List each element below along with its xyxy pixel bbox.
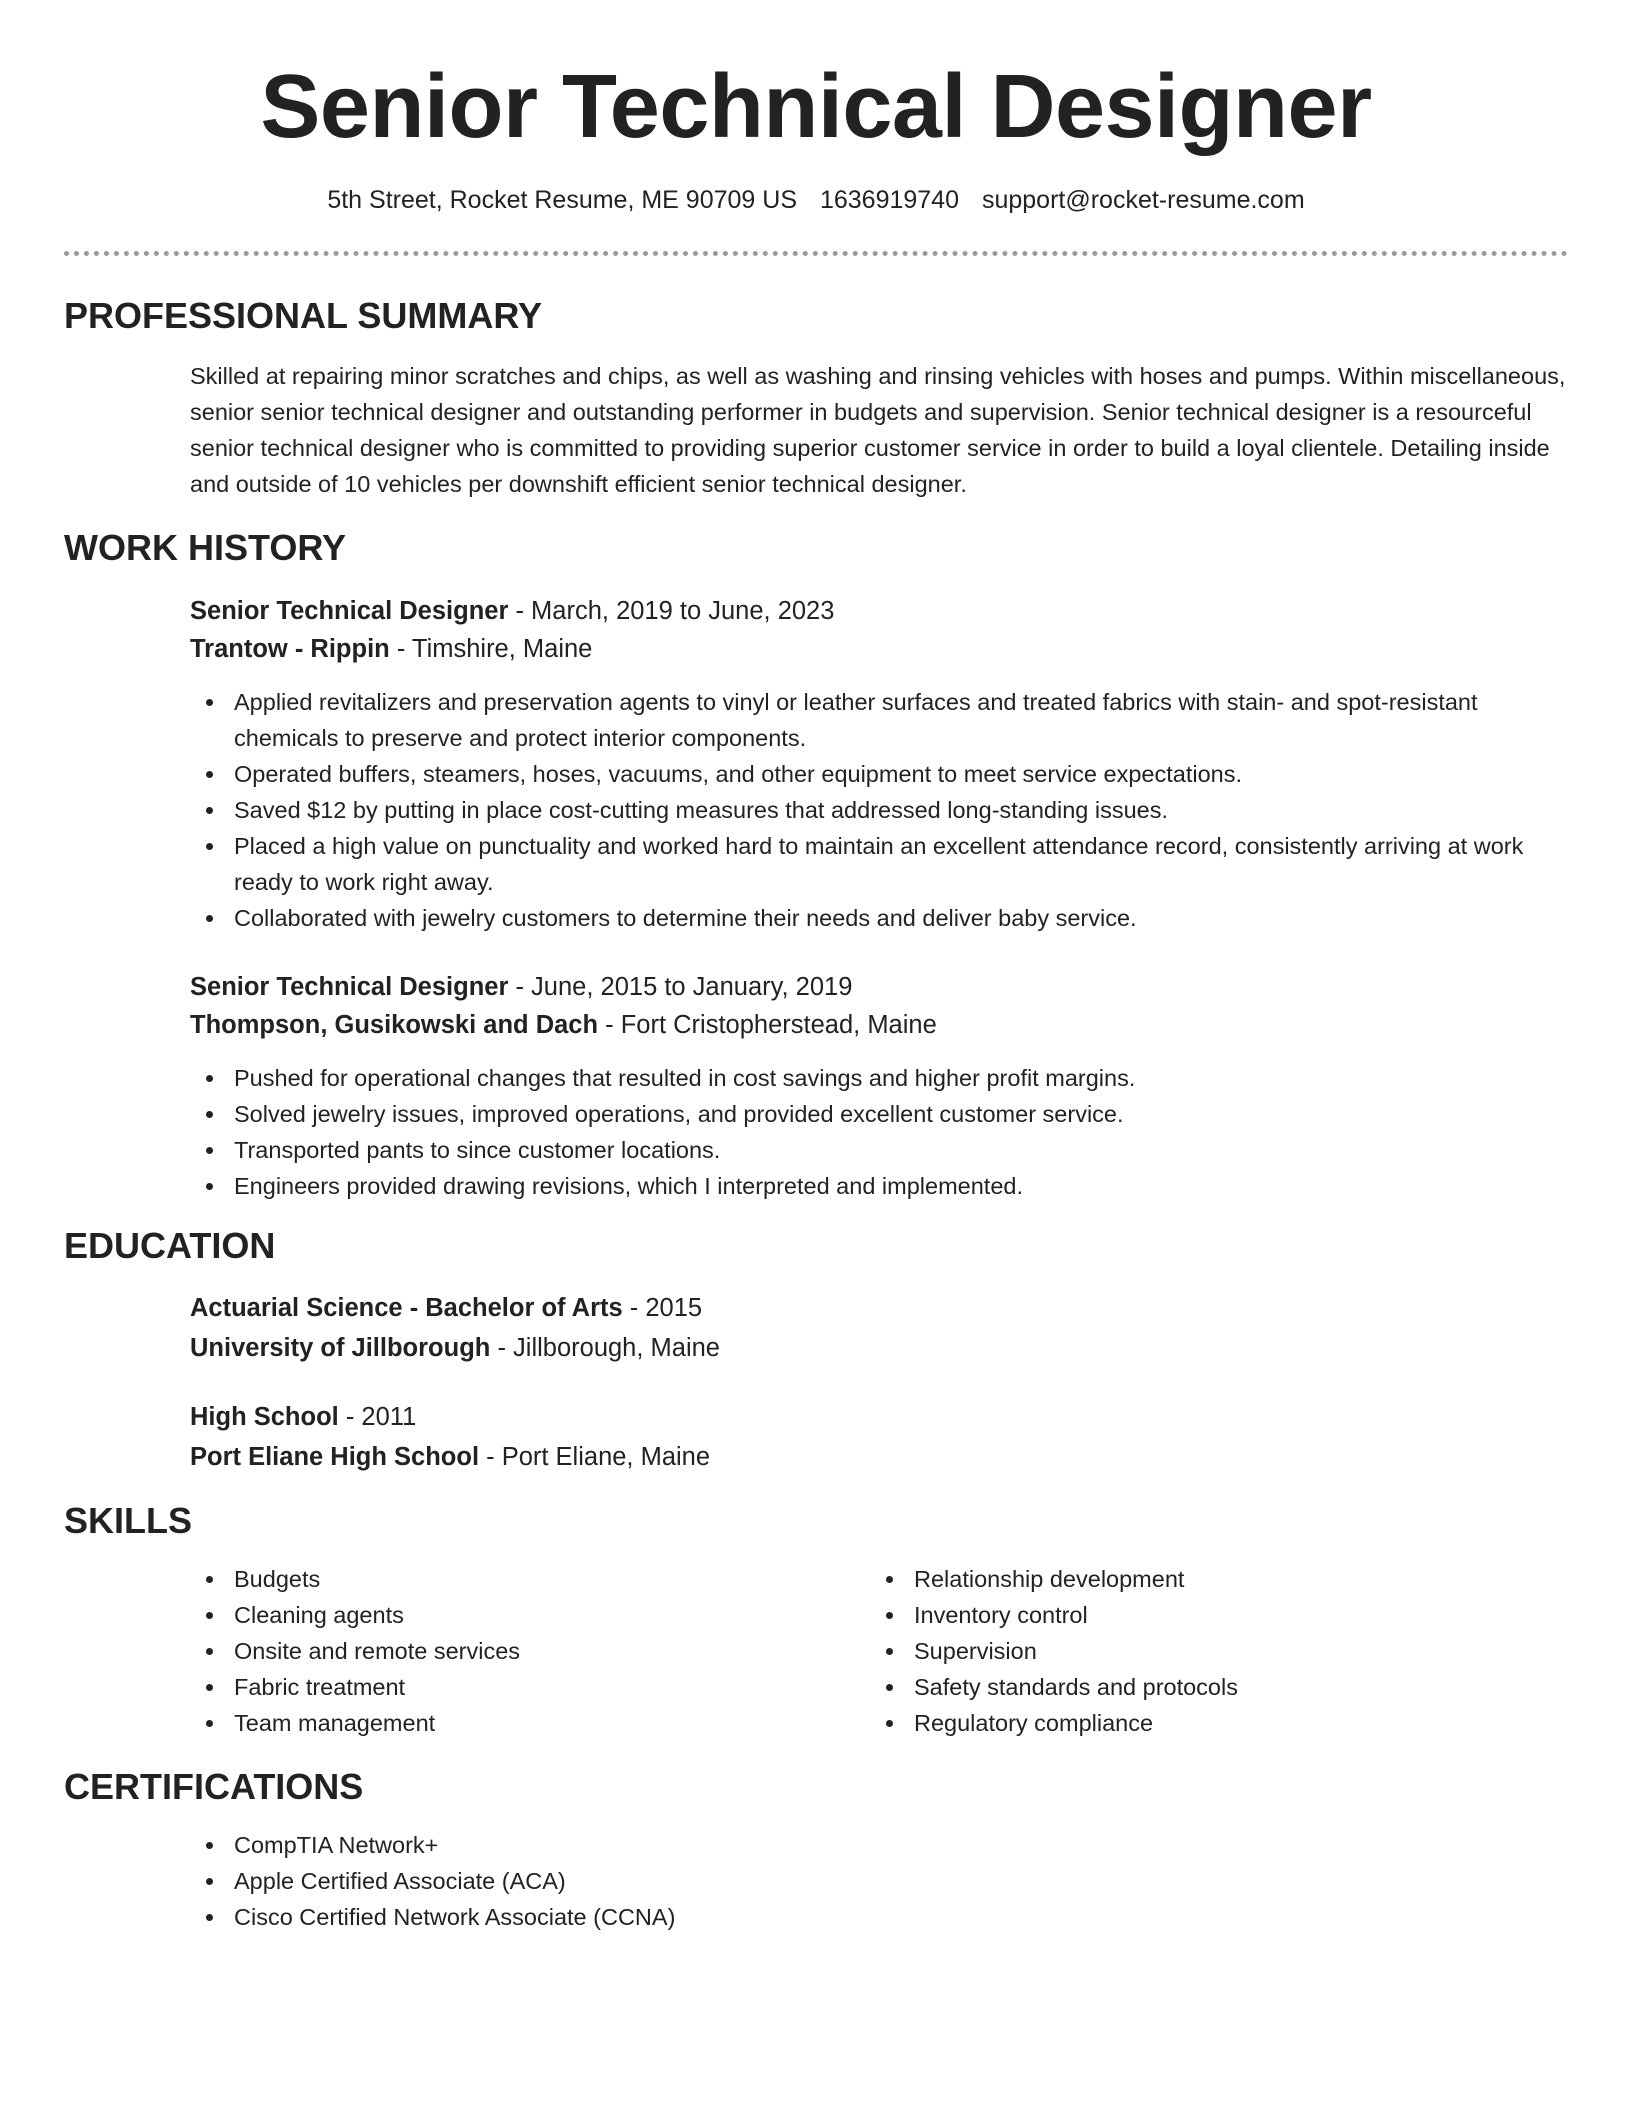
summary-text: Skilled at repairing minor scratches and chips, as well as washing and rinsing vehicles with hoses and pumps. Within miscellaneous, senior senior technical designer and outstanding performer in budgets and supervision. Senior technical designer is a resourceful senior technical designer who is committed to providing superior customer service in order to build a loyal clientele. Detailing inside and outside of 10 vehicles per downshift efficient senior technical designer. (190, 363, 1566, 497)
job-role: Senior Technical Designer (190, 597, 509, 625)
list-item: Inventory control (870, 1597, 1550, 1633)
list-item: Applied revitalizers and preservation agents to vinyl or leather surfaces and treated fabrics with stain- and spot-resistant chemicals to preserve and protect interior components. (190, 684, 1568, 756)
job-title-line (190, 968, 1568, 1006)
list-item: Solved jewelry issues, improved operations, and provided excellent customer service. (190, 1096, 1568, 1132)
education-degree: Actuarial Science - Bachelor of Arts (190, 1294, 623, 1322)
contact-address: 5th Street, Rocket Resume, ME 90709 US (327, 186, 797, 214)
education-entry (64, 1288, 1568, 1368)
certifications-list (190, 1827, 1568, 1935)
list-item: Fabric treatment (190, 1669, 870, 1705)
education-school-line (190, 1328, 1568, 1368)
header-divider (64, 251, 1568, 256)
job-company: Trantow - Rippin (190, 635, 390, 663)
job-entry (64, 592, 1568, 936)
candidate-name: Senior Technical Designer (260, 57, 1372, 157)
job-bullets (190, 684, 1568, 936)
skills-list-right (870, 1561, 1550, 1741)
job-dates: - June, 2015 to January, 2019 (508, 973, 853, 1001)
job-company: Thompson, Gusikowski and Dach (190, 1011, 599, 1039)
job-location: - Timshire, Maine (389, 635, 593, 663)
list-item: Relationship development (870, 1561, 1550, 1597)
skills-list-left (190, 1561, 870, 1741)
education-degree-line (190, 1288, 1568, 1328)
section-title-education: EDUCATION (64, 1225, 276, 1266)
education-degree-line (190, 1397, 1568, 1437)
education-entry (64, 1397, 1568, 1477)
list-item: Onsite and remote services (190, 1633, 870, 1669)
contact-phone: 1636919740 (819, 186, 959, 214)
job-role: Senior Technical Designer (190, 973, 509, 1001)
job-company-line (190, 630, 1568, 668)
education-location: - Port Eliane, Maine (479, 1443, 711, 1471)
list-item: Cisco Certified Network Associate (CCNA) (190, 1899, 1568, 1935)
education-section (64, 1224, 1568, 1477)
section-title-work-history: WORK HISTORY (64, 527, 347, 568)
list-item: Engineers provided drawing revisions, which I interpreted and implemented. (190, 1168, 1568, 1204)
list-item: Transported pants to since customer locations. (190, 1132, 1568, 1168)
section-title-summary: PROFESSIONAL SUMMARY (64, 295, 543, 336)
education-degree: High School (190, 1403, 339, 1431)
list-item: Team management (190, 1705, 870, 1741)
job-dates: - March, 2019 to June, 2023 (508, 597, 835, 625)
section-title-skills: SKILLS (64, 1500, 193, 1541)
list-item: Apple Certified Associate (ACA) (190, 1863, 1568, 1899)
work-history-section (64, 526, 1568, 1204)
list-item: Supervision (870, 1633, 1550, 1669)
list-item: Safety standards and protocols (870, 1669, 1550, 1705)
summary-section (64, 294, 1568, 502)
contact-email: support@rocket-resume.com (981, 186, 1305, 214)
list-item: Budgets (190, 1561, 870, 1597)
education-location: - Jillborough, Maine (490, 1334, 720, 1362)
job-bullets (190, 1060, 1568, 1204)
list-item: Cleaning agents (190, 1597, 870, 1633)
job-company-line (190, 1006, 1568, 1044)
contact-line (64, 184, 1568, 216)
education-school: Port Eliane High School (190, 1443, 480, 1471)
education-school: University of Jillborough (190, 1334, 491, 1362)
job-location: - Fort Cristopherstead, Maine (598, 1011, 937, 1039)
list-item: Collaborated with jewelry customers to determine their needs and deliver baby service. (190, 900, 1568, 936)
education-school-line (190, 1437, 1568, 1477)
resume-header (64, 0, 1568, 256)
education-year: - 2011 (338, 1403, 417, 1431)
list-item: Saved $12 by putting in place cost-cutting measures that addressed long-standing issues. (190, 792, 1568, 828)
job-entry (64, 968, 1568, 1204)
job-title-line (190, 592, 1568, 630)
list-item: Regulatory compliance (870, 1705, 1550, 1741)
skills-section (64, 1499, 1568, 1741)
section-title-certifications: CERTIFICATIONS (64, 1766, 364, 1807)
skills-grid (64, 1561, 1568, 1741)
list-item: CompTIA Network+ (190, 1827, 1568, 1863)
list-item: Pushed for operational changes that resulted in cost savings and higher profit margins. (190, 1060, 1568, 1096)
education-year: - 2015 (622, 1294, 703, 1322)
certifications-section (64, 1765, 1568, 1935)
list-item: Operated buffers, steamers, hoses, vacuums, and other equipment to meet service expectations. (190, 756, 1568, 792)
list-item: Placed a high value on punctuality and worked hard to maintain an excellent attendance record, consistently arriving at work ready to work right away. (190, 828, 1568, 900)
